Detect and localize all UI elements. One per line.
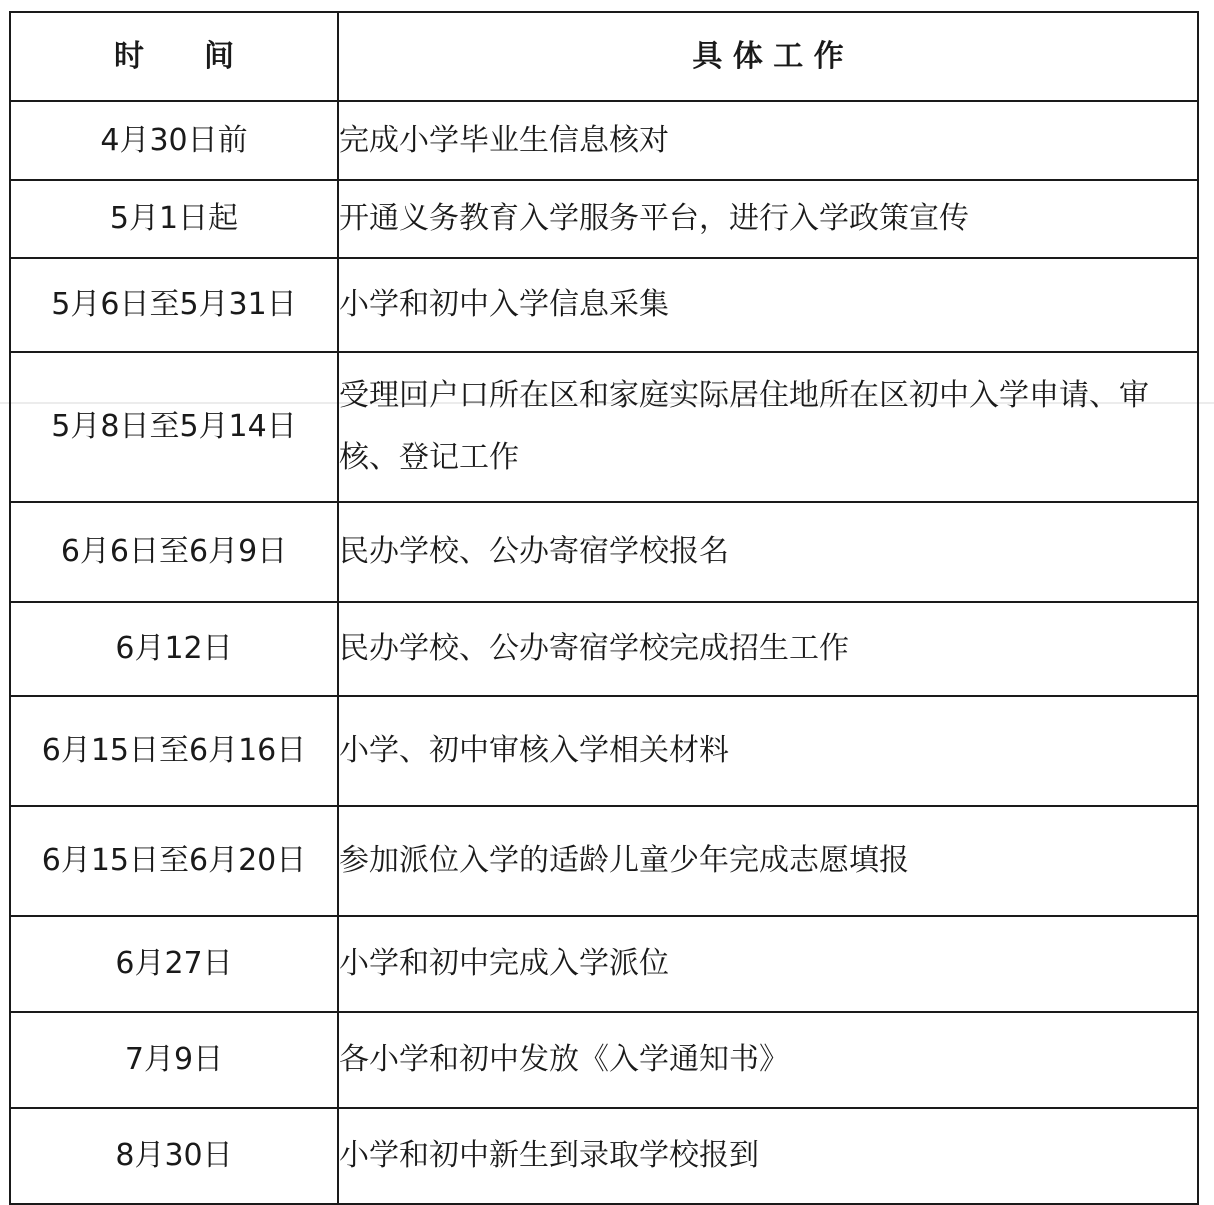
table-row [10,1108,1198,1204]
row-work: 完成小学毕业生信息核对 [338,101,1198,180]
table-row [10,1012,1198,1108]
row-work: 开通义务教育入学服务平台，进行入学政策宣传 [338,180,1198,258]
table-row [10,502,1198,602]
row-time: 6月15日至6月16日 [10,696,338,806]
row-work: 民办学校、公办寄宿学校完成招生工作 [338,602,1198,696]
row-time: 6月12日 [10,602,338,696]
row-time: 5月8日至5月14日 [10,352,338,502]
table-row [10,806,1198,916]
table-row [10,101,1198,180]
table-row [10,602,1198,696]
row-work: 民办学校、公办寄宿学校报名 [338,502,1198,602]
header-work: 具 体 工 作 [338,12,1198,101]
row-time: 5月6日至5月31日 [10,258,338,352]
table-row [10,916,1198,1012]
row-time: 8月30日 [10,1108,338,1204]
row-time: 6月15日至6月20日 [10,806,338,916]
row-work: 小学和初中完成入学派位 [338,916,1198,1012]
table-header-row [10,12,1198,101]
row-work: 小学和初中新生到录取学校报到 [338,1108,1198,1204]
table-row [10,180,1198,258]
enrollment-schedule-table [9,11,1199,1205]
row-work: 小学和初中入学信息采集 [338,258,1198,352]
row-work: 受理回户口所在区和家庭实际居住地所在区初中入学申请、审核、登记工作 [338,352,1198,502]
header-time: 时 间 [10,12,338,101]
row-work: 各小学和初中发放《入学通知书》 [338,1012,1198,1108]
table-row [10,258,1198,352]
row-time: 6月6日至6月9日 [10,502,338,602]
table-row [10,352,1198,502]
row-work: 参加派位入学的适龄儿童少年完成志愿填报 [338,806,1198,916]
row-time: 5月1日起 [10,180,338,258]
row-time: 7月9日 [10,1012,338,1108]
row-time: 4月30日前 [10,101,338,180]
row-time: 6月27日 [10,916,338,1012]
row-work: 小学、初中审核入学相关材料 [338,696,1198,806]
table-row [10,696,1198,806]
